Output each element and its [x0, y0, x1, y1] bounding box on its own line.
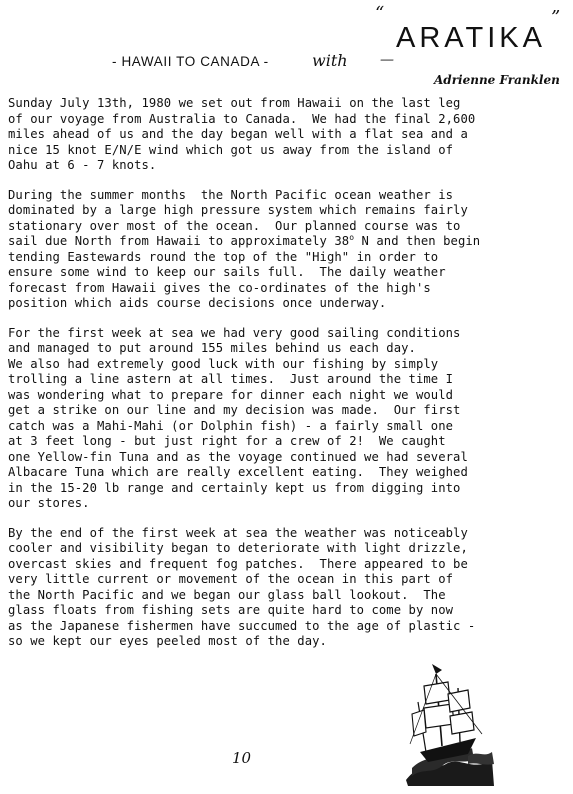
page-number: 10 [232, 749, 252, 767]
text-line: overcast skies and frequent fog patches. There appeared to be [8, 556, 468, 571]
text-line: glass floats from fishing sets are quite hard to come by now [8, 603, 454, 617]
text-line: get a strike on our line and my decision was made. Our first [8, 403, 461, 417]
article-body [8, 96, 556, 664]
text-line-latitude [8, 234, 556, 250]
text-line: cooler and visibility began to deteriorate with light drizzle, [8, 541, 468, 555]
text-line: tending Eastewards round the top of the "High" in order to [8, 249, 439, 264]
handwritten-dash: — [380, 52, 394, 68]
text-line: as the Japanese fishermen have succumed to the age of plastic - [8, 618, 476, 633]
paragraph-departure [8, 96, 556, 174]
text-line: ensure some wind to keep our sails full. The daily weather [8, 265, 446, 279]
text-line: nice 15 knot E/N/E wind which got us away from the island of [8, 142, 454, 157]
text-line: at 3 feet long - but just right for a crew of 2! We caught [8, 434, 446, 448]
text-line: Sunday July 13th, 1980 we set out from Hawaii on the last leg [8, 96, 461, 110]
text-line: miles ahead of us and the day began well with a flat sea and a [8, 127, 468, 141]
text-line: position which aids course decisions once underway. [8, 296, 387, 310]
text-line: very little current or movement of the ocean in this part of [8, 572, 454, 586]
text-line: stationary over most of the ocean. Our planned course was to [8, 218, 461, 233]
route-title: - HAWAII TO CANADA - [112, 54, 269, 69]
text-line: For the first week at sea we had very good sailing conditions [8, 325, 461, 340]
text-line: was wondering what to prepare for dinner each night we would [8, 387, 454, 402]
text-line: and managed to put around 155 miles behind us each day. [8, 341, 416, 355]
paragraph-weather [8, 188, 556, 312]
paragraph-fog [8, 526, 556, 650]
boat-name-close-quote: ” [551, 7, 561, 28]
author-signature: Adrienne Franklen [434, 73, 560, 87]
boat-name: ARATIKA [396, 22, 546, 54]
text-line: the North Pacific and we began our glass ball lookout. The [8, 587, 446, 602]
text-line-end: N and then begin [354, 234, 481, 248]
text-line: Oahu at 6 - 7 knots. [8, 158, 157, 172]
text-line: one Yellow-fin Tuna and as the voyage continued we had several [8, 449, 468, 464]
text-line: of our voyage from Australia to Canada. We had the final 2,600 [8, 111, 476, 126]
text-line: By the end of the first week at sea the weather was noticeably [8, 525, 468, 540]
sailing-ship-emblem-icon [402, 660, 498, 788]
text-line: so we kept our eyes peeled most of the day. [8, 634, 327, 648]
handwritten-with: with [312, 51, 348, 70]
text-line: catch was a Mahi-Mahi (or Dolphin fish) - a fairly small one [8, 418, 454, 433]
text-line: in the 15-20 lb range and certainly kept us from digging into [8, 480, 461, 495]
paragraph-fishing [8, 326, 556, 512]
text-line: forecast from Hawaii gives the co-ordinates of the high's [8, 280, 431, 295]
boat-name-open-quote: “ [375, 3, 385, 24]
text-line: dominated by a large high pressure system which remains fairly [8, 203, 468, 217]
text-line-start: sail due North from Hawaii to approximately 38 [8, 234, 350, 248]
degree-superscript: o [349, 232, 355, 242]
text-line: We also had extremely good luck with our fishing by simply [8, 356, 439, 371]
text-line: During the summer months the North Pacific ocean weather is [8, 187, 454, 202]
text-line: trolling a line astern at all times. Just around the time I [8, 372, 454, 386]
text-line: our stores. [8, 496, 90, 510]
text-line: Albacare Tuna which are really excellent eating. They weighed [8, 465, 468, 479]
